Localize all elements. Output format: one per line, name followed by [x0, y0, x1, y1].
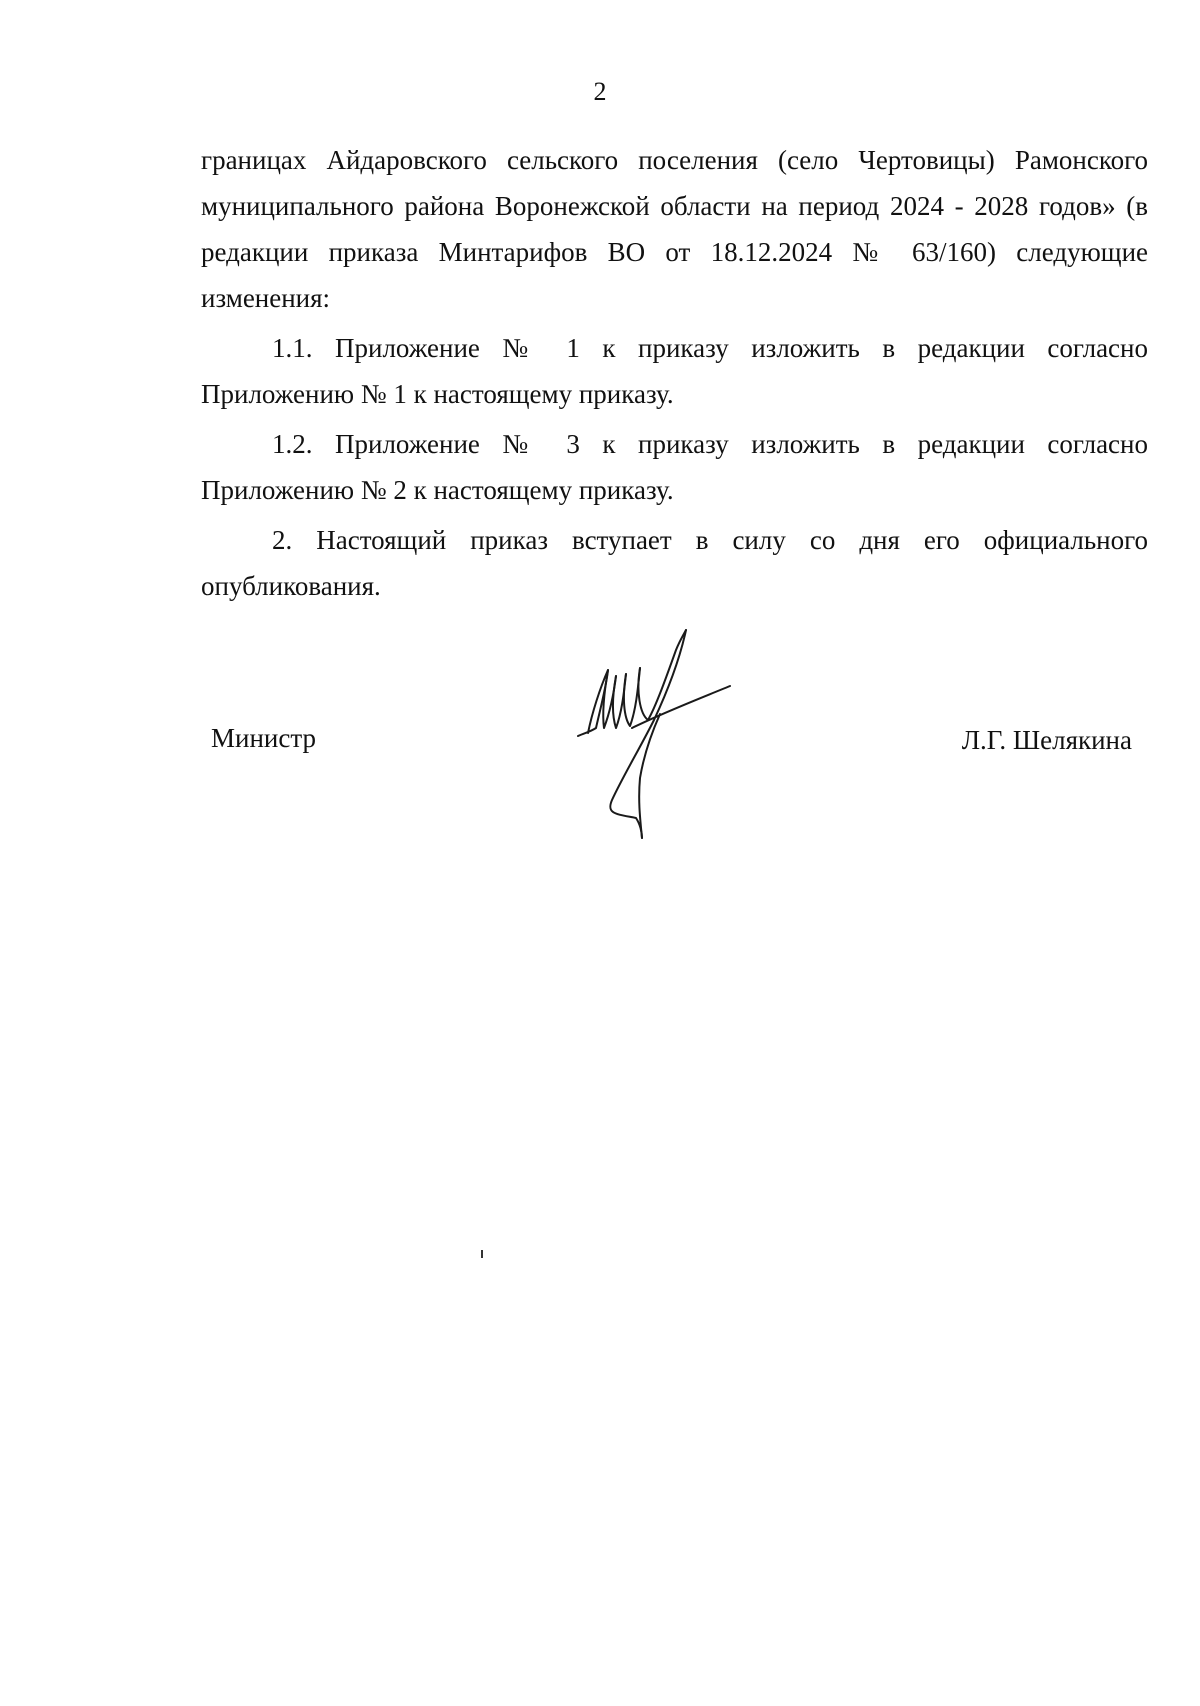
paragraph-item-2: 2. Настоящий приказ вступает в силу со дня его официального опубликования. [201, 525, 1148, 601]
document-body [201, 137, 1148, 613]
signer-name: Л.Г. Шелякина [961, 725, 1132, 755]
paragraph-continuation: границах Айдаровского сельского поселения (село Чертовицы) Рамонского муниципального района Воронежской области на период 2024 - 2028 годов» (в редакции приказа Минтарифов ВО от 18.12.2024 № 63/160) следующие изменения: [201, 145, 1148, 313]
page-number: 2 [593, 77, 607, 106]
signer-role: Министр [211, 723, 316, 753]
handwritten-signature [570, 628, 760, 840]
paragraph-item-1-2: 1.2. Приложение № 3 к приказу изложить в редакции согласно Приложению № 2 к настоящему приказу. [201, 429, 1148, 505]
scan-mark [481, 1250, 483, 1258]
paragraph-item-1-1: 1.1. Приложение № 1 к приказу изложить в редакции согласно Приложению № 1 к настоящему приказу. [201, 333, 1148, 409]
